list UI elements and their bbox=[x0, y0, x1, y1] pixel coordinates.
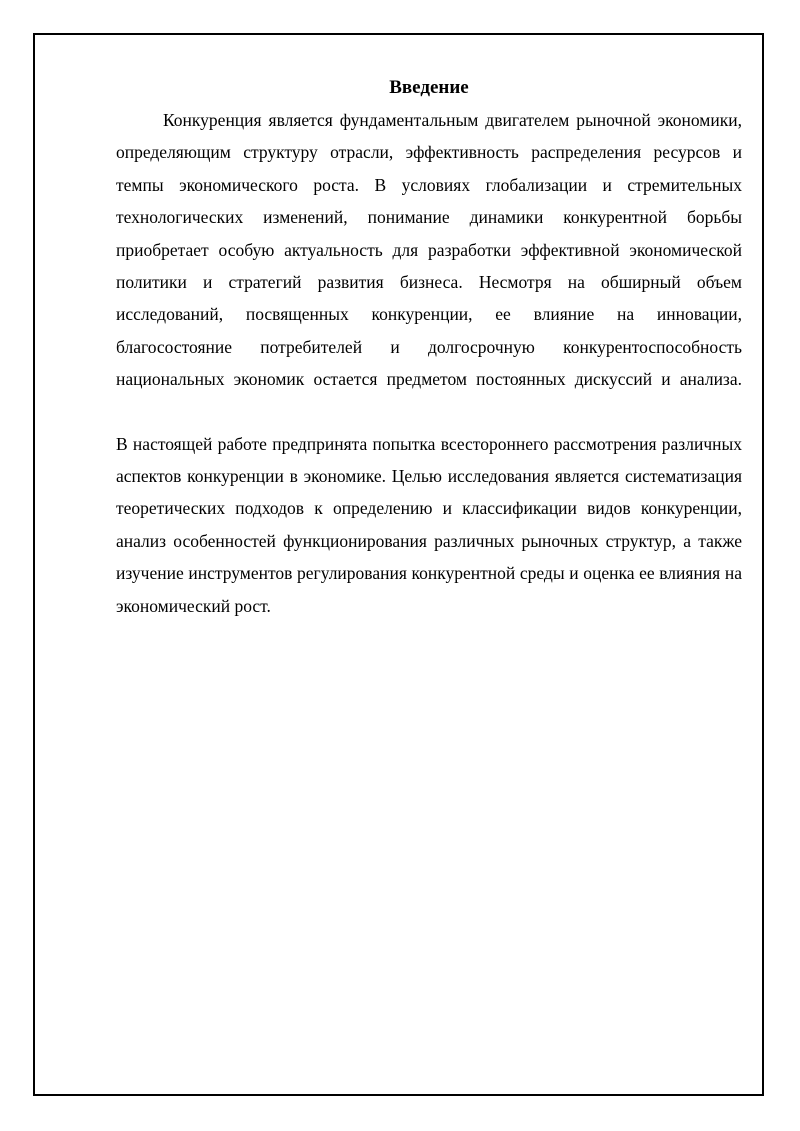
paragraph-spacer bbox=[116, 396, 742, 428]
paragraph-research-goal: В настоящей работе предпринята попытка всестороннего рассмотрения различных аспектов конкуренции в экономике. Целью исследования является систематизация теоретических подходов к определению и классификации видов конкуренции, анализ особенностей функционирования различных рыночных структур, а также изучение инструментов регулирования конкурентной среды и оценка ее влияния на экономический рост. bbox=[116, 433, 742, 616]
section-heading: Введение bbox=[389, 77, 469, 98]
paragraph-introduction: Конкуренция является фундаментальным двигателем рыночной экономики, определяющим структуру отрасли, эффективность распределения ресурсов и темпы экономического роста. В условиях глобализации и стремительных технологических изменений, понимание динамики конкурентной борьбы приобретает особую актуальность для разработки эффективной экономической политики и стратегий развития бизнеса. Несмотря на обширный объем исследований, посвященных конкуренции, ее влияние на инновации, благосостояние потребителей и долгосрочную конкурентоспособность национальных экономик остается предметом постоянных дискуссий и анализа. bbox=[116, 110, 742, 390]
document-body bbox=[116, 74, 742, 622]
